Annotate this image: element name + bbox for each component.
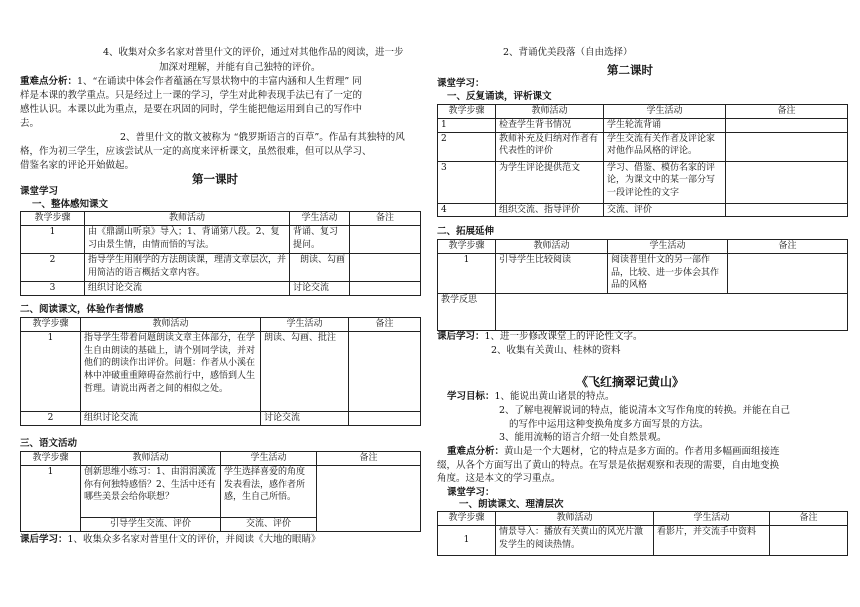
focus1-line2: 样是本课的教学重点。只是经过上一课的学习，学生对此种表现手法已有了一定的 (20, 90, 363, 101)
table-extend (437, 239, 848, 331)
table-row: 1 指导学生带着问题朗读文章主体部分，在学生自由朗读的基础上，请个别同学读，并对他们的朗读作出评价。问题：作者从小溪在林中冲破重重障碍奋然前行中，感悟到人生哲理。请说出两者之间的相似之处。 朗读、勾画、批注 (21, 331, 421, 411)
header-teacher: 教师活动 (85, 212, 290, 226)
homework-line-3: 2、收集有关黄山、桂林的资料 (491, 345, 621, 356)
focus2-line2: 格，作为初三学生，应该尝试从一定的高度来评析课文，虽然很难，但可以从学习、 (20, 146, 372, 157)
focus1-line1: 重难点分析：1、“在诵读中体会作者蕴涵在写景状物中的丰富内涵和人生哲理” 同 (20, 76, 362, 87)
homework-line-2: 课后学习：1、进一步修改课堂上的评论性文字。 (437, 331, 643, 342)
table-row: 引导学生交流、评价 交流、评价 (21, 517, 421, 531)
lesson1-title: 第一课时 (192, 172, 238, 186)
class-study-label-3: 课堂学习： (447, 487, 495, 498)
table-row: 3 为学生评论提供范文 学习、借鉴、模仿名家的评论，为课文中的某一部分写一段评论性的文字 (438, 161, 848, 203)
focus1-line4: 去。 (20, 118, 40, 129)
table-read-experience (20, 317, 421, 426)
focus-line2: 缀，从各个方面写出了黄山的特点。在写景是依据观察和表现的需要，自由地变换 (437, 460, 780, 471)
table-row: 教学反思 (438, 293, 848, 330)
focus-line1: 重难点分析：黄山是一个大题材，它的特点是多方面的。作者用多幅画面组接连 (447, 446, 780, 457)
table-review (437, 104, 848, 217)
recite-line: 2、背诵优美段落（自由选择） (503, 47, 633, 58)
table-header-row: 教学步骤 教师活动 学生活动 备注 (438, 240, 848, 254)
goal1-line: 学习目标：1、能说出黄山诸景的特点。 (447, 391, 615, 402)
table-read-layers (437, 511, 848, 556)
header-notes: 备注 (350, 212, 421, 226)
item4-line2: 加深对理解，并能有自己独特的评价。 (159, 62, 321, 73)
focus-label-2: 重难点分析： (447, 446, 505, 457)
table-header-row: 教学步骤 教师活动 学生活动 备注 (438, 105, 848, 119)
table-row: 2 教师补充及归纳对作者有代表性的评价 学生交流有关作者及评论家对他作品风格的评论。 (438, 132, 848, 161)
table-row: 4 组织交流、指导评价 交流、评价 (438, 203, 848, 217)
class-study-label-2: 课堂学习： (437, 78, 485, 89)
homework-line: 课后学习：1、收集众多名家对普里什文的评价，并阅读《大地的眼睛》 (20, 534, 321, 545)
focus1-line3: 感性认识。本课以此为重点，是要在巩固的同时，学生能把他运用到自己的写作中 (20, 104, 363, 115)
goal2-line2: 的写作中运用这种变换角度多方面写景的方法。 (509, 419, 709, 430)
table-overall-perception (20, 211, 421, 296)
focus2-line3: 借鉴名家的评论开始做起。 (20, 160, 135, 171)
article-title: 《飞红摘翠记黄山》 (576, 375, 685, 389)
table-row: 1 引导学生比较阅读 阅读普里什文的另一部作品，比较、进一步体会其作品的风格 (438, 253, 848, 293)
section1-title: 一、整体感知课文 (32, 199, 109, 210)
goal3-line: 3、能用流畅的语言介绍一处自然景观。 (499, 432, 667, 443)
table-row: 1 情景导入：播放有关黄山的风光片激发学生的阅读热情。 看影片，并交流手中资料 (438, 525, 848, 555)
section-read-title: 一、朗读课文、理清层次 (459, 499, 564, 510)
goal2-line1: 2、了解电视解说词的特点，能说清本文写作角度的转换。并能在自己 (499, 405, 791, 416)
table-header-row: 教学步骤 教师活动 学生活动 备注 (21, 318, 421, 332)
section3-title: 三、语文活动 (20, 438, 78, 449)
table-row: 1 检查学生背书情况 学生轮流背诵 (438, 118, 848, 132)
table-row: 1 创新思维小练习：1、由涓涓溪流你有何独特感悟？2、生活中还有哪些美景会给你联想？ 学生选择喜爱的角度发表看法，感作者所感，生自己所悟。 (21, 465, 421, 517)
table-row: 3 组织讨论交流 讨论交流 (21, 281, 421, 295)
item4-line1: 4、收集对众多名家对普里什文的评价，通过对其他作品的阅读，进一步 (103, 47, 404, 58)
table-header-row: 教学步骤 教师活动 学生活动 备注 (438, 512, 848, 526)
focus2-line1: 2、普里什文的散文被称为 “俄罗斯语言的百草”。作品有其独特的风 (120, 132, 405, 143)
focus-line3: 角度。这是本文的学习重点。 (437, 473, 561, 484)
table-language-activity (20, 451, 421, 532)
header-student: 学生活动 (290, 212, 350, 226)
section-extend-title: 二、拓展延伸 (437, 226, 495, 237)
table-header-row: 教学步骤 教师活动 学生活动 备注 (21, 452, 421, 466)
lesson2-title: 第二课时 (607, 63, 653, 77)
table-row: 2 组织讨论交流 讨论交流 (21, 411, 421, 425)
focus-label: 重难点分析： (20, 76, 78, 87)
table-row: 2 指导学生用刚学的方法朗读课，理清文章层次，并用简洁的语言概括文章内容。 朗读、勾画 (21, 253, 421, 281)
section-review-title: 一、反复诵读，评析课文 (447, 91, 552, 102)
section2-title: 二、阅读课文，体验作者情感 (20, 304, 144, 315)
homework-label-2: 课后学习： (437, 331, 485, 342)
table-row: 1 由《鼎湖山听泉》导入；1、背诵第八段。2、复习由景生情，由情而悟的写法。 背诵、复习提问。 (21, 225, 421, 253)
goals-label: 学习目标： (447, 391, 495, 402)
table-header-row (21, 212, 421, 226)
class-study-label: 课堂学习 (20, 186, 59, 197)
homework-label: 课后学习： (20, 534, 68, 545)
header-step: 教学步骤 (21, 212, 85, 226)
